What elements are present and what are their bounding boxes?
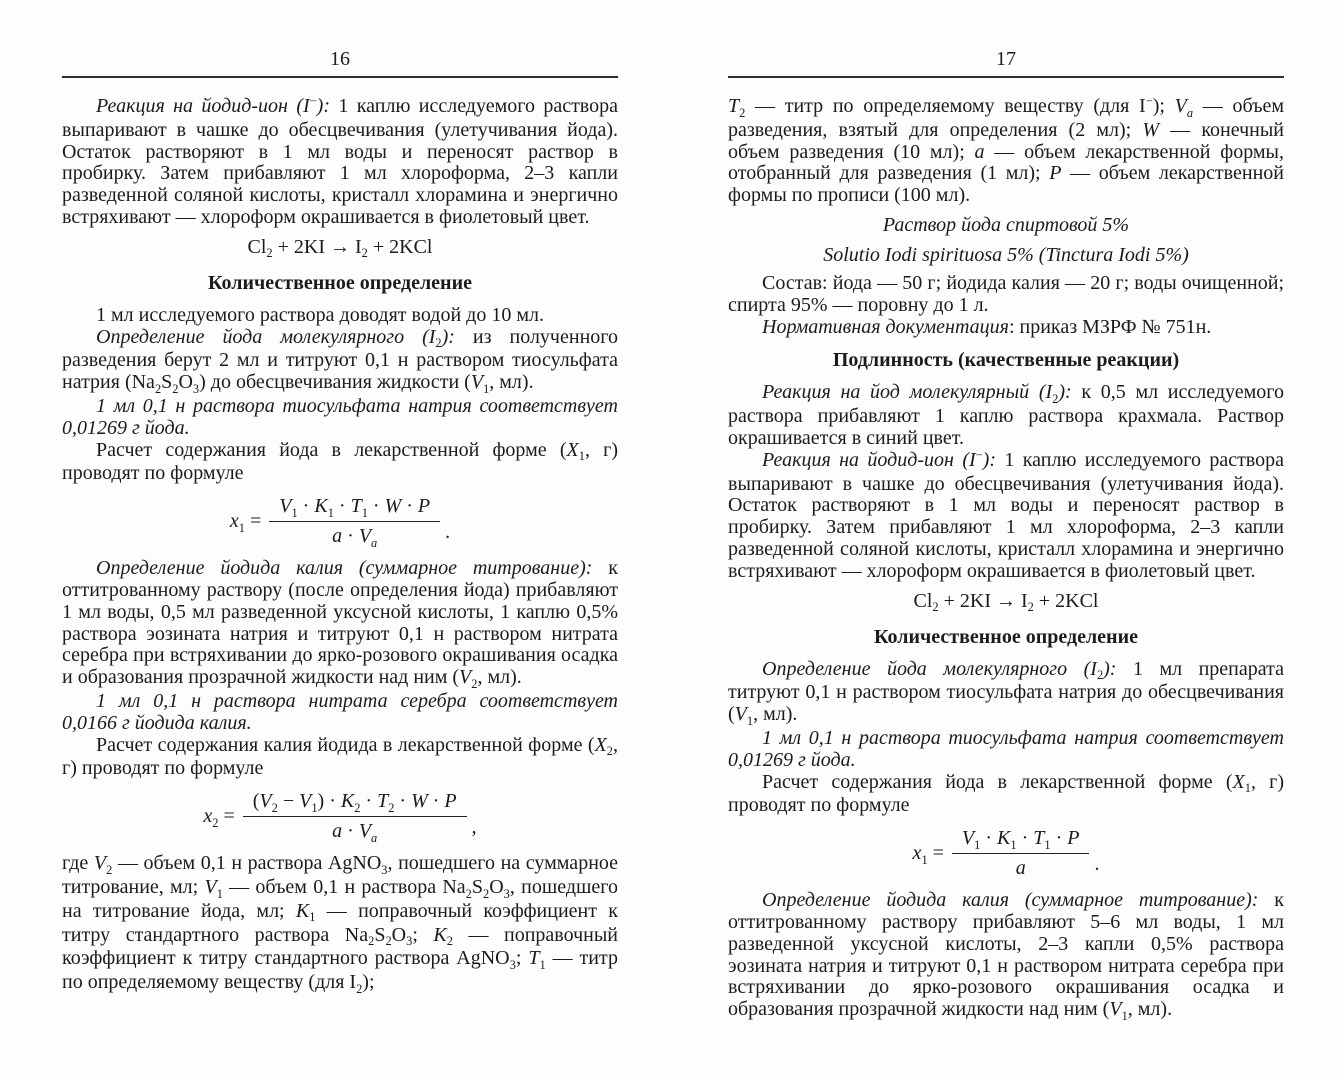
drug-title-latin: Solutio Iodi spirituosa 5% (Tinctura Iodi 5%)	[823, 243, 1189, 266]
page-16	[62, 48, 618, 996]
page-body	[728, 96, 1284, 1023]
paragraph-calculation-x1: Расчет содержания йода в лекарственной форме ($X_1$, г) проводят по формуле	[62, 438, 618, 485]
paragraph-calculation-x1: Расчет содержания йода в лекарственной форме ($X_1$, г) проводят по формуле	[728, 770, 1284, 817]
section-heading-quantitative: Количественное определение	[874, 625, 1138, 648]
page-17	[728, 48, 1284, 1023]
section-heading-quantitative: Количественное определение	[208, 271, 472, 294]
header-rule	[728, 76, 1284, 78]
paragraph-legend: где $V_2$ — объем 0,1 н раствора AgNO$_3$, пошедшего на суммарное титрование, мл; $V_1$ — объем 0,1 н раствора $Na_2S_2O_3$, пошедшего на титрование йода, мл; $K_1$ — поправочный коэффициент к титру стандартного раствора $Na_2S_2O_3$; $K_2$ — поправочный коэффициент к титру стандартного раствора AgNO$_3$; $T_1$ — титр по определяемому веществу (для $I_2$);	[62, 852, 619, 996]
page-header	[728, 48, 1284, 76]
paragraph-potassium-iodide-determination: Определение йодида калия (суммарное титрование): к оттитрованному раствору (после определения йода) прибавляют 1 мл воды, 0,5 мл разведенной уксусной кислоты, 1 каплю 0,5% раствора эозината натрия и титруют 0,1 н раствором нитрата серебра при встряхивании до ярко-розового окрашивания осадка и образования прозрачной жидкости над ним ($V_2$, мл).	[62, 557, 619, 691]
drug-title-russian: Раствор йода спиртовой 5%	[882, 213, 1130, 236]
paragraph-iodine-determination: Определение йода молекулярного $(I_2)$: из полученного разведения берут 2 мл и титруют 0,1 н раствором тиосульфата натрия $(Na_2S_2O_3)$ до обесцвечивания жидкости ($V_1$, мл).	[62, 325, 618, 396]
chemical-equation: $Cl_2 + 2KI \to I_2 + 2KCl$	[913, 589, 1099, 615]
formula-x1: $x_1$ = $\frac{V_1 \cdot K_1 \cdot T_1 \cdot W \cdot P}{a \cdot V_a}$ .	[229, 495, 451, 550]
paragraph-potassium-iodide-determination: Определение йодида калия (суммарное титрование): к оттитрованному раствору прибавляют 5–6 мл воды, 1 мл разведенной уксусной кислоты, 2–3 капли 0,5% раствора эозината натрия и титруют 0,1 н раствором нитрата серебра при встряхивании до ярко-розового окрашивания осадка и образования прозрачной жидкости над ним ($V_1$, мл).	[728, 889, 1285, 1023]
paragraph-legend-continued: $T_2$ — титр по определяемому веществу (для I−); $V_a$ — объем разведения, взятый для определения (2 мл); W — конечный объем разведения (10 мл); a — объем лекарственной формы, отобранный для разведения (1 мл); P — объем лекарственной формы по прописи (100 мл).	[728, 94, 1285, 207]
formula-x2: $x_2$ = $\frac{(V_2 - V_1) \cdot K_2 \cdot T_2 \cdot W \cdot P}{a \cdot V_a}$ ,	[203, 790, 477, 845]
paragraph-composition: Состав: йода — 50 г; йодида калия — 20 г; воды очищенной; спирта 95% — поровну до 1 л.	[728, 271, 1284, 316]
page-number: 16	[330, 48, 350, 70]
page-header	[62, 48, 618, 76]
section-heading-authenticity: Подлинность (качественные реакции)	[832, 349, 1180, 372]
formula-x1: $x_1$ = $\frac{V_1 \cdot K_1 \cdot T_1 \cdot P}{a}$ .	[912, 827, 1100, 880]
paragraph-iodine-determination: Определение йода молекулярного $(I_2)$: 1 мл препарата титруют 0,1 н раствором тиосульфата натрия до обесцвечивания ($V_1$, мл).	[728, 657, 1284, 728]
page-number: 17	[996, 48, 1016, 70]
page-body	[62, 96, 618, 996]
chemical-equation: $Cl_2 + 2KI \to I_2 + 2KCl$	[247, 235, 433, 261]
paragraph-calculation-x2: Расчет содержания калия йодида в лекарственной форме ($X_2$, г) проводят по формуле	[62, 733, 618, 780]
header-rule	[62, 76, 618, 78]
paragraph-dilution: 1 мл исследуемого раствора доводят водой до 10 мл.	[96, 303, 544, 326]
paragraph-normative-documentation: Нормативная документация: приказ МЗРФ № 751н.	[762, 315, 1212, 338]
paragraph-iodide-ion-reaction: Реакция на йодид-ион (I−): 1 каплю исследуемого раствора выпаривают в чашке до обесцвечивания (улетучивания йода). Остаток растворяют в 1 мл воды и переносят раствор в пробирку. Затем прибавляют 1 мл хлороформа, 2–3 капли разведенной соляной кислоты, кристалл хлорамина и энергично встряхивают — хлороформ окрашивается в фиолетовый цвет.	[62, 94, 618, 228]
paragraph-iodide-ion-reaction: Реакция на йодид-ион (I−): 1 каплю исследуемого раствора выпаривают в чашке до обесцвечивания (улетучивания йода). Остаток растворяют в 1 мл воды и переносят раствор в пробирку. Затем прибавляют 1 мл хлороформа, 2–3 капли разведенной соляной кислоты, кристалл хлорамина и энергично встряхивают — хлороформ окрашивается в фиолетовый цвет.	[728, 447, 1284, 582]
paragraph-titer-note-silver: 1 мл 0,1 н раствора нитрата серебра соответствует 0,0166 г йодида калия.	[62, 689, 618, 734]
paragraph-molecular-iodine-reaction: Реакция на йод молекулярный $(I_2)$: к 0,5 мл исследуемого раствора прибавляют 1 каплю раствора крахмала. Раствор окрашивается в синий цвет.	[728, 381, 1284, 449]
paragraph-titer-note-thiosulfate: 1 мл 0,1 н раствора тиосульфата натрия соответствует 0,01269 г йода.	[62, 394, 618, 439]
paragraph-titer-note-thiosulfate: 1 мл 0,1 н раствора тиосульфата натрия соответствует 0,01269 г йода.	[728, 726, 1284, 771]
